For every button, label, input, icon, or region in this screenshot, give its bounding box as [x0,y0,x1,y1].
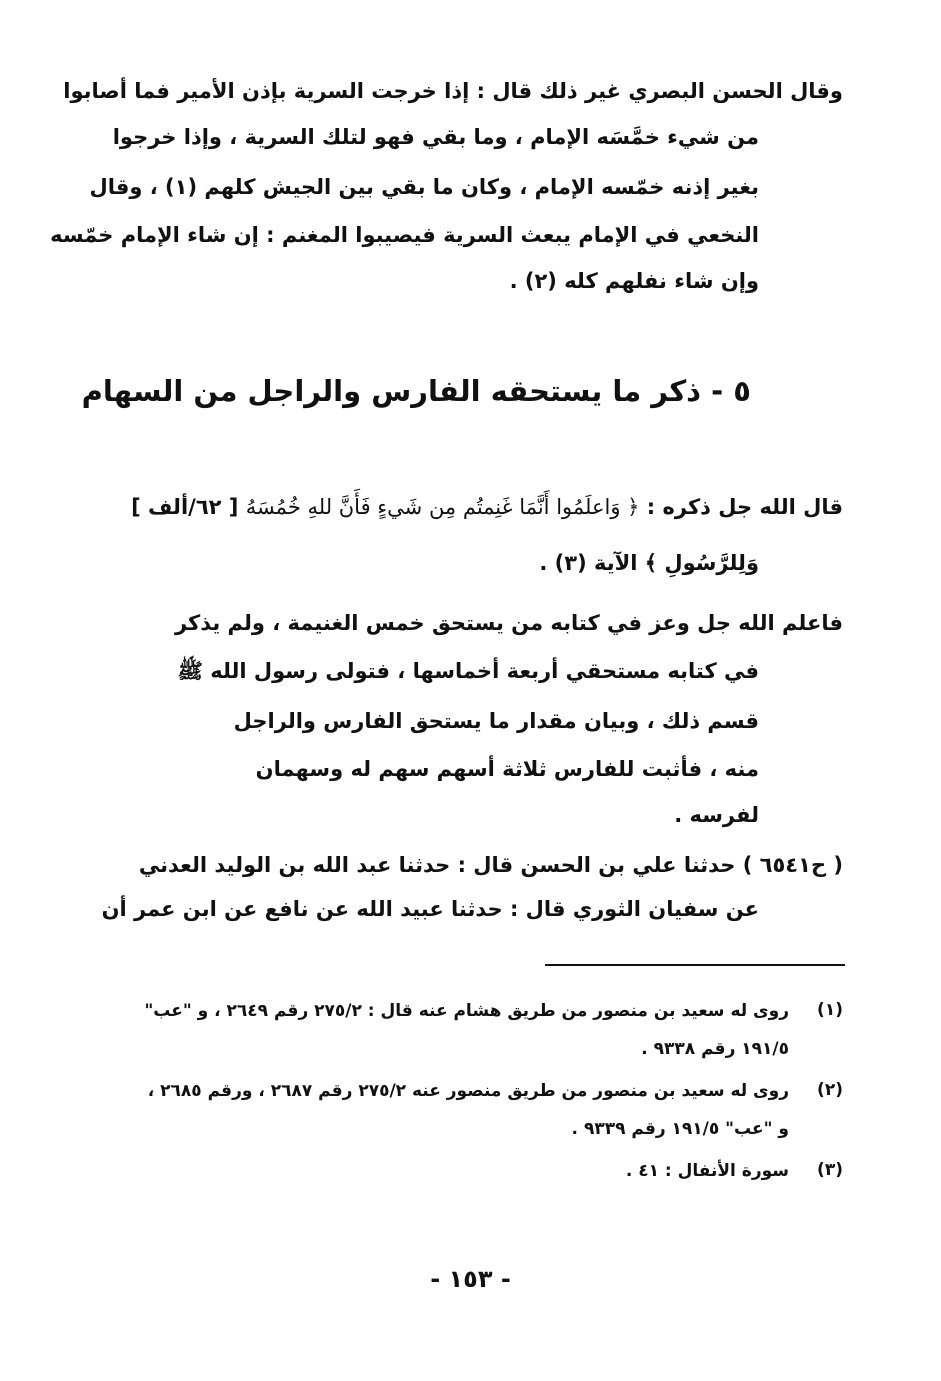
footnote-line: روى له سعيد بن منصور من طريق منصور عنه ٢٧٥/٢ رقم ٢٦٨٧ ، ورقم ٢٦٨٥ ، [147,1081,789,1101]
verse-continuation: وَلِلرَّسُولِ ﴾ الآية (٣) . [539,551,759,575]
paragraph2-line: فاعلم الله جل وعز في كتابه من يستحق خمس الغنيمة ، ولم يذكر [174,611,843,635]
paragraph1-line: وإن شاء نفلهم كله (٢) . [509,269,759,293]
paragraph2-line: منه ، فأثبت للفارس ثلاثة أسهم سهم له وسهمان [255,757,759,781]
footnote-number: (١) [817,1000,843,1020]
hadith-line: عن سفيان الثوري قال : حدثنا عبيد الله عن نافع عن ابن عمر أن [101,897,759,921]
paragraph1-line: من شيء خمَّسَه الإمام ، وما بقي فهو لتلك السرية ، وإذا خرجوا [112,125,759,149]
footnote-number: (٣) [817,1160,843,1180]
paragraph2-line: قسم ذلك ، وبيان مقدار ما يستحق الفارس والراجل [233,709,759,733]
footnote-line: روى له سعيد بن منصور من طريق هشام عنه قال : ٢٧٥/٢ رقم ٢٦٤٩ ، و "عب" [144,1001,789,1021]
footnote-separator [545,964,845,966]
footnote-line: و "عب" ١٩١/٥ رقم ٩٣٣٩ . [571,1119,789,1139]
folio-marker: [ ٦٢/ألف ] [131,495,239,519]
footnote-line: سورة الأنفال : ٤١ . [625,1161,789,1181]
verse-intro: قال الله جل ذكره : [646,495,843,519]
page-number: - ١٥٣ - [430,1265,511,1293]
paragraph2-line: في كتابه مستحقي أربعة أخماسها ، فتولى رسول الله ﷺ [177,659,759,683]
footnote-number: (٢) [817,1080,843,1100]
section-heading: ٥ - ذكر ما يستحقه الفارس والراجل من السهام [81,374,751,408]
hadith-line: ( ح٦٥٤١ ) حدثنا علي بن الحسن قال : حدثنا عبد الله بن الوليد العدني [138,853,843,877]
paragraph1-line: بغير إذنه خمّسه الإمام ، وكان ما بقي بين الجيش كلهم (١) ، وقال [89,175,759,199]
verse-line [133,492,843,522]
quran-text: ﴿ وَاعلَمُوا أَنَّمَا غَنِمتُم مِن شَيءٍ فَأَنَّ للهِ خُمُسَهُ [245,495,640,519]
paragraph1-line: وقال الحسن البصري غير ذلك قال : إذا خرجت السرية بإذن الأمير فما أصابوا [63,79,843,103]
footnote-line: ١٩١/٥ رقم ٩٣٣٨ . [641,1039,789,1059]
paragraph2-line: لفرسه . [674,803,759,827]
paragraph1-line: النخعي في الإمام يبعث السرية فيصيبوا المغنم : إن شاء الإمام خمّسه [50,223,759,247]
